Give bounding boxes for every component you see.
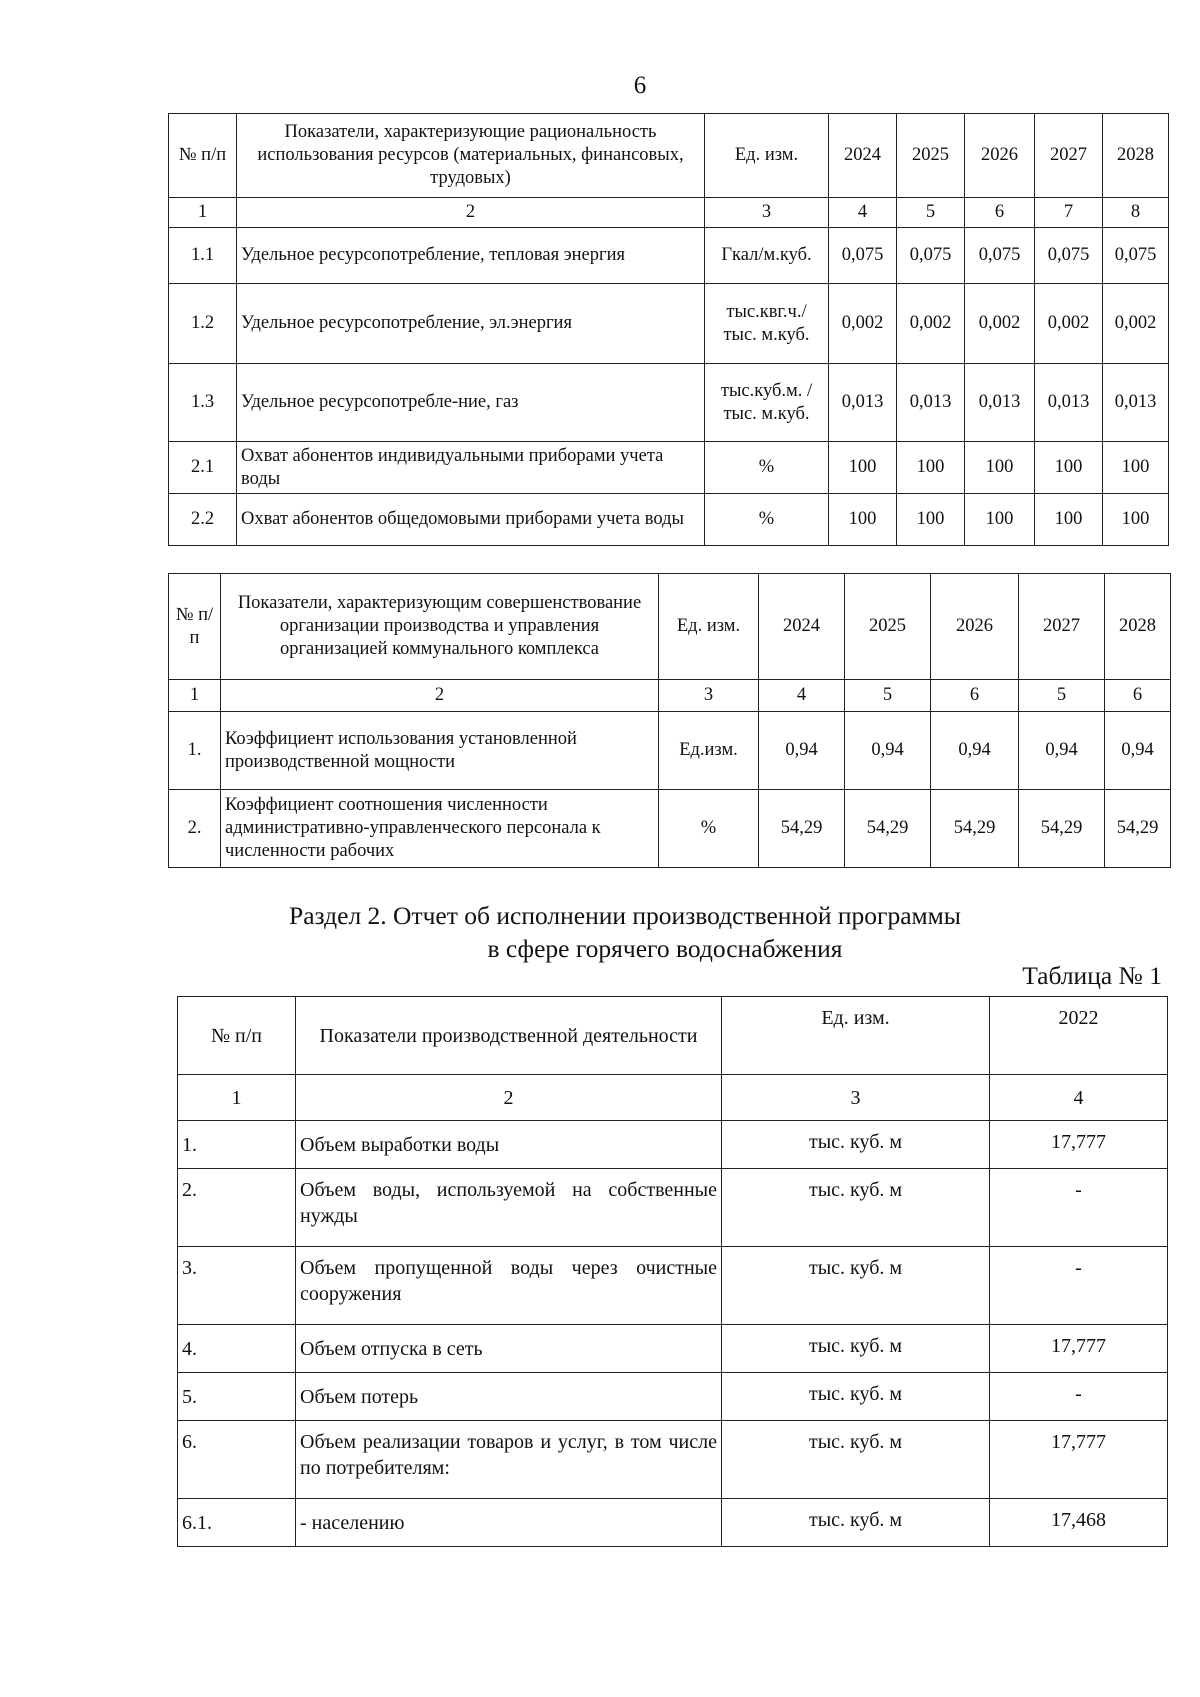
unit-cell: Гкал/м.куб. <box>705 228 829 284</box>
value-cell: 100 <box>829 442 897 494</box>
unit-cell: % <box>705 442 829 494</box>
value-cell: 100 <box>1035 442 1103 494</box>
table-row <box>178 1499 1168 1547</box>
table-header-row <box>178 997 1168 1075</box>
column-header: № п/ п <box>169 574 221 680</box>
value-cell: 17,777 <box>990 1325 1168 1373</box>
unit-cell: Ед.изм. <box>659 712 759 790</box>
column-header: 2028 <box>1105 574 1171 680</box>
column-index: 1 <box>169 198 237 228</box>
indicator-name: Охват абонентов общедомовыми приборами учета воды <box>237 494 705 546</box>
section-title <box>0 899 1200 965</box>
value-cell: 100 <box>965 442 1035 494</box>
column-header: 2025 <box>845 574 931 680</box>
value-cell: - <box>990 1169 1168 1247</box>
table-row <box>178 1373 1168 1421</box>
value-cell: 17,777 <box>990 1121 1168 1169</box>
table-row <box>178 1421 1168 1499</box>
column-index: 1 <box>178 1075 296 1121</box>
value-cell: 100 <box>829 494 897 546</box>
row-number: 1. <box>178 1121 296 1169</box>
row-number: 2. <box>169 790 221 868</box>
value-cell: 54,29 <box>845 790 931 868</box>
value-cell: 0,94 <box>1019 712 1105 790</box>
value-cell: 0,013 <box>897 364 965 442</box>
unit-cell: тыс. куб. м <box>722 1121 990 1169</box>
value-cell: 100 <box>1103 494 1169 546</box>
indicator-name: - населению <box>296 1499 722 1547</box>
row-number: 6.1. <box>178 1499 296 1547</box>
table-row <box>178 1121 1168 1169</box>
column-index: 5 <box>845 680 931 712</box>
value-cell: 0,002 <box>897 284 965 364</box>
column-index: 8 <box>1103 198 1169 228</box>
column-header: 2026 <box>931 574 1019 680</box>
value-cell: - <box>990 1247 1168 1325</box>
value-cell: 0,013 <box>1035 364 1103 442</box>
indicator-name: Объем потерь <box>296 1373 722 1421</box>
resource-efficiency-table <box>168 113 1169 546</box>
value-cell: 0,002 <box>965 284 1035 364</box>
column-header: 2028 <box>1103 114 1169 198</box>
indicator-name: Коэффициент использования установленной производственной мощности <box>221 712 659 790</box>
table-header-row <box>169 574 1171 680</box>
column-header: Показатели, характеризующие рациональность использования ресурсов (материальных, финансовых, трудовых) <box>237 114 705 198</box>
row-number: 1. <box>169 712 221 790</box>
indicator-name: Удельное ресурсопотребление, тепловая энергия <box>237 228 705 284</box>
column-index: 6 <box>931 680 1019 712</box>
value-cell: 0,94 <box>1105 712 1171 790</box>
column-header: 2027 <box>1019 574 1105 680</box>
value-cell: 0,075 <box>897 228 965 284</box>
value-cell: 54,29 <box>1105 790 1171 868</box>
row-number: 5. <box>178 1373 296 1421</box>
table-row <box>169 790 1171 868</box>
value-cell: 100 <box>965 494 1035 546</box>
production-report-table <box>177 996 1168 1547</box>
value-cell: 100 <box>1035 494 1103 546</box>
value-cell: - <box>990 1373 1168 1421</box>
unit-cell: тыс. куб. м <box>722 1247 990 1325</box>
row-number: 1.1 <box>169 228 237 284</box>
column-header: Показатели производственной деятельности <box>296 997 722 1075</box>
column-index: 3 <box>659 680 759 712</box>
column-index: 2 <box>221 680 659 712</box>
table-row <box>169 284 1169 364</box>
indicator-name: Охват абонентов индивидуальными приборами учета воды <box>237 442 705 494</box>
column-index: 6 <box>965 198 1035 228</box>
table-caption: Таблица № 1 <box>1022 961 1162 990</box>
value-cell: 54,29 <box>931 790 1019 868</box>
column-index: 1 <box>169 680 221 712</box>
value-cell: 17,777 <box>990 1421 1168 1499</box>
column-header: 2027 <box>1035 114 1103 198</box>
column-header: Ед. изм. <box>722 997 990 1075</box>
section-title-line: Раздел 2. Отчет об исполнении производственной программы <box>289 901 961 930</box>
value-cell: 0,075 <box>1103 228 1169 284</box>
unit-cell: тыс. куб. м <box>722 1373 990 1421</box>
value-cell: 0,013 <box>965 364 1035 442</box>
value-cell: 0,002 <box>829 284 897 364</box>
row-number: 2. <box>178 1169 296 1247</box>
indicator-name: Объем реализации товаров и услуг, в том числе по потребителям: <box>296 1421 722 1499</box>
row-number: 1.3 <box>169 364 237 442</box>
unit-cell: тыс. куб. м <box>722 1325 990 1373</box>
value-cell: 0,002 <box>1035 284 1103 364</box>
indicator-name: Объем пропущенной воды через очистные сооружения <box>296 1247 722 1325</box>
column-index: 3 <box>722 1075 990 1121</box>
column-index: 4 <box>990 1075 1168 1121</box>
column-header: 2025 <box>897 114 965 198</box>
column-header: Ед. изм. <box>705 114 829 198</box>
value-cell: 17,468 <box>990 1499 1168 1547</box>
value-cell: 100 <box>897 494 965 546</box>
column-header: 2024 <box>759 574 845 680</box>
column-header: № п/п <box>178 997 296 1075</box>
value-cell: 0,002 <box>1103 284 1169 364</box>
unit-cell: тыс.куб.м. / тыс. м.куб. <box>705 364 829 442</box>
organization-improvement-table <box>168 573 1171 868</box>
row-number: 3. <box>178 1247 296 1325</box>
table-row <box>178 1247 1168 1325</box>
table-row <box>169 442 1169 494</box>
column-index: 4 <box>829 198 897 228</box>
value-cell: 0,013 <box>829 364 897 442</box>
column-index: 4 <box>759 680 845 712</box>
column-index: 2 <box>237 198 705 228</box>
column-index-row <box>169 680 1171 712</box>
indicator-name: Коэффициент соотношения численности административно-управленческого персонала к численности рабочих <box>221 790 659 868</box>
unit-cell: % <box>705 494 829 546</box>
table-header-row <box>169 114 1169 198</box>
indicator-name: Объем отпуска в сеть <box>296 1325 722 1373</box>
row-number: 6. <box>178 1421 296 1499</box>
row-number: 2.2 <box>169 494 237 546</box>
column-header: Ед. изм. <box>659 574 759 680</box>
value-cell: 54,29 <box>759 790 845 868</box>
value-cell: 0,94 <box>931 712 1019 790</box>
indicator-name: Объем воды, используемой на собственные нужды <box>296 1169 722 1247</box>
unit-cell: тыс. куб. м <box>722 1421 990 1499</box>
value-cell: 0,013 <box>1103 364 1169 442</box>
table-row <box>178 1169 1168 1247</box>
column-header: 2024 <box>829 114 897 198</box>
value-cell: 0,075 <box>965 228 1035 284</box>
indicator-name: Объем выработки воды <box>296 1121 722 1169</box>
value-cell: 0,075 <box>829 228 897 284</box>
row-number: 4. <box>178 1325 296 1373</box>
unit-cell: тыс. куб. м <box>722 1499 990 1547</box>
indicator-name: Удельное ресурсопотребле-ние, газ <box>237 364 705 442</box>
section-title-line: в сфере горячего водоснабжения <box>487 934 843 963</box>
unit-cell: % <box>659 790 759 868</box>
unit-cell: тыс. куб. м <box>722 1169 990 1247</box>
value-cell: 100 <box>897 442 965 494</box>
column-index: 5 <box>1019 680 1105 712</box>
table-row <box>169 364 1169 442</box>
column-header: № п/п <box>169 114 237 198</box>
column-header: 2022 <box>990 997 1168 1075</box>
table-row <box>169 494 1169 546</box>
row-number: 1.2 <box>169 284 237 364</box>
column-index: 2 <box>296 1075 722 1121</box>
value-cell: 0,94 <box>845 712 931 790</box>
column-header: Показатели, характеризующим совершенствование организации производства и управления организацией коммунального комплекса <box>221 574 659 680</box>
indicator-name: Удельное ресурсопотребление, эл.энергия <box>237 284 705 364</box>
value-cell: 54,29 <box>1019 790 1105 868</box>
value-cell: 0,94 <box>759 712 845 790</box>
value-cell: 0,075 <box>1035 228 1103 284</box>
column-index-row <box>178 1075 1168 1121</box>
column-index-row <box>169 198 1169 228</box>
table-row <box>178 1325 1168 1373</box>
unit-cell: тыс.квг.ч./ тыс. м.куб. <box>705 284 829 364</box>
table-row <box>169 712 1171 790</box>
column-index: 5 <box>897 198 965 228</box>
column-index: 6 <box>1105 680 1171 712</box>
column-index: 3 <box>705 198 829 228</box>
row-number: 2.1 <box>169 442 237 494</box>
value-cell: 100 <box>1103 442 1169 494</box>
column-header: 2026 <box>965 114 1035 198</box>
page-number: 6 <box>633 72 647 99</box>
column-index: 7 <box>1035 198 1103 228</box>
table-row <box>169 228 1169 284</box>
